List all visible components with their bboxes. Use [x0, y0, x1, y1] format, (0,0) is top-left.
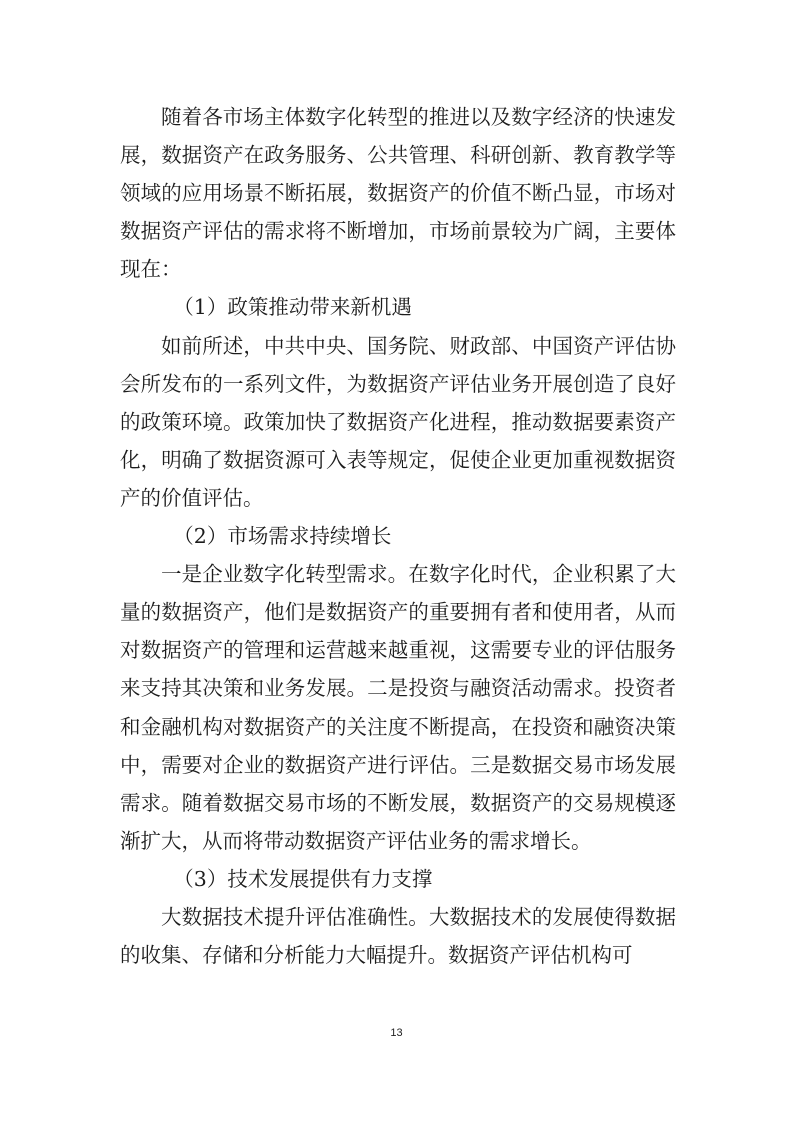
document-body — [120, 98, 676, 974]
heading-policy-driven: （1）政策推动带来新机遇 — [173, 295, 412, 320]
paragraph-market-outlook: 随着各市场主体数字化转型的推进以及数字经济的快速发展，数据资产在政务服务、公共管理、科研创新、教育教学等领域的应用场景不断拓展，数据资产的价值不断凸显，市场对数据资产评估的需求将不断增加，市场前景较为广阔，主要体现在： — [120, 105, 676, 282]
heading-market-demand: （2）市场需求持续增长 — [173, 524, 392, 549]
paragraph-big-data: 大数据技术提升评估准确性。大数据技术的发展使得数据的收集、存储和分析能力大幅提升。数据资产评估机构可 — [120, 904, 676, 968]
paragraph-market-demand: 一是企业数字化转型需求。在数字化时代，企业积累了大量的数据资产，他们是数据资产的重要拥有者和使用者，从而对数据资产的管理和运营越来越重视，这需要专业的评估服务来支持其决策和业务发展。二是投资与融资活动需求。投资者和金融机构对数据资产的关注度不断提高，在投资和融资决策中，需要对企业的数据资产进行评估。三是数据交易市场发展需求。随着数据交易市场的不断发展，数据资产的交易规模逐渐扩大，从而将带动数据资产评估业务的需求增长。 — [120, 562, 676, 853]
page-number: 13 — [390, 1027, 403, 1039]
heading-technology-support: （3）技术发展提供有力支撑 — [173, 866, 433, 891]
paragraph-policy-environment: 如前所述，中共中央、国务院、财政部、中国资产评估协会所发布的一系列文件，为数据资产评估业务开展创造了良好的政策环境。政策加快了数据资产化进程，推动数据要素资产化，明确了数据资源可入表等规定，促使企业更加重视数据资产的价值评估。 — [120, 333, 676, 510]
